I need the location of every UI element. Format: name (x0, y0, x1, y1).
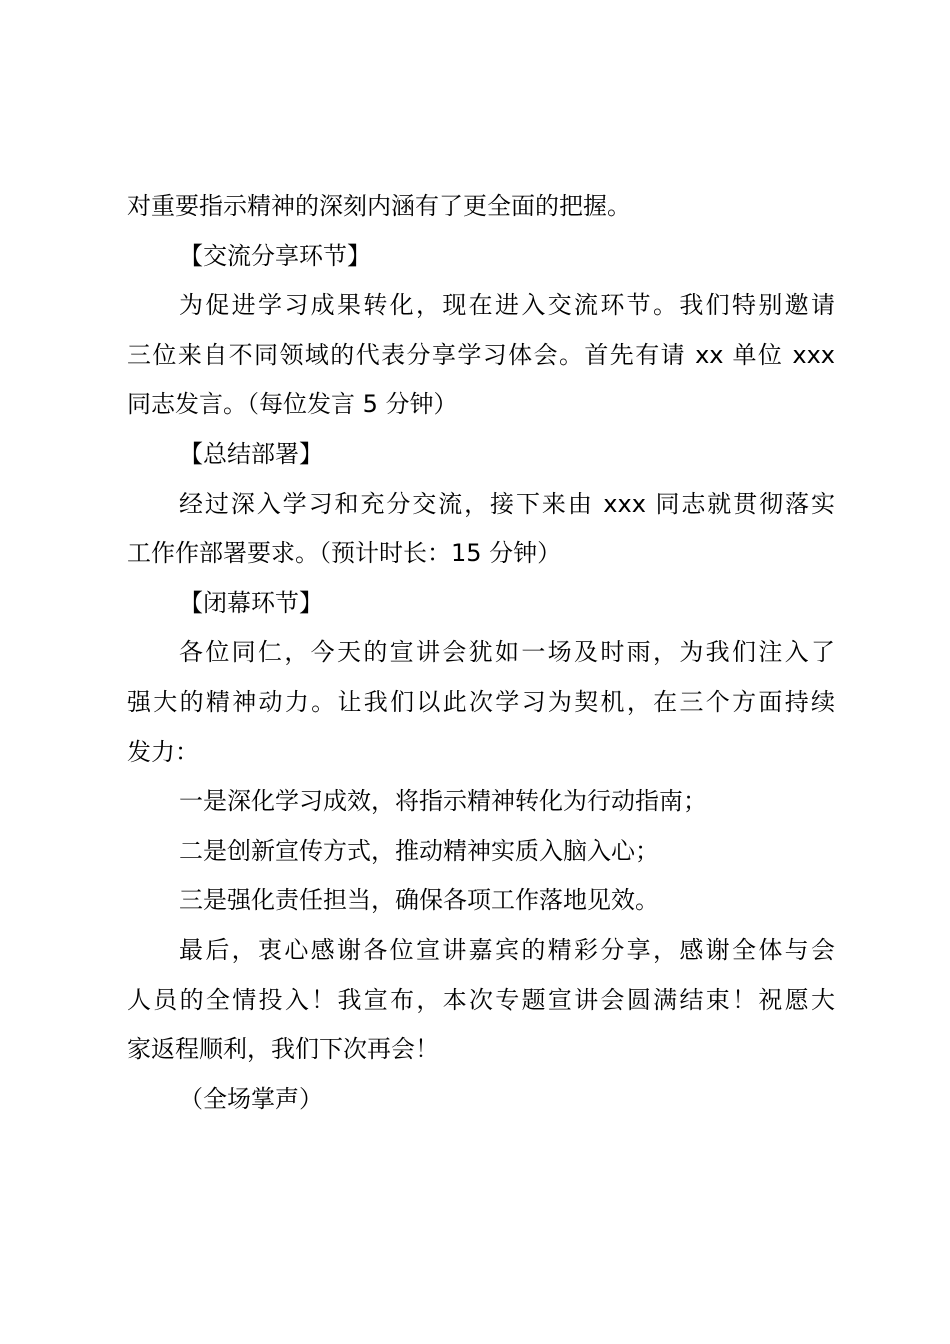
list-item-first: 一是深化学习成效，将指示精神转化为行动指南； (179, 787, 707, 816)
list-item-third: 三是强化责任担当，确保各项工作落地见效。 (179, 886, 659, 915)
paragraph-final-line: 家返程顺利，我们下次再会！ (127, 1035, 439, 1064)
section-heading-summary: 【总结部署】 (179, 439, 323, 468)
paragraph-final-line: 最后，衷心感谢各位宣讲嘉宾的精彩分享，感谢全体与会 (179, 935, 835, 964)
paragraph-final-line: 人员的全情投入！我宣布，本次专题宣讲会圆满结束！祝愿大 (127, 985, 835, 1014)
paragraph-closing-line: 强大的精神动力。让我们以此次学习为契机，在三个方面持续 (127, 687, 835, 716)
section-heading-closing: 【闭幕环节】 (179, 588, 323, 617)
paragraph-summary-line: 工作作部署要求。（预计时长：15 分钟） (127, 539, 562, 568)
paragraph-closing-line: 各位同仁，今天的宣讲会犹如一场及时雨，为我们注入了 (179, 638, 835, 667)
section-heading-exchange: 【交流分享环节】 (179, 241, 371, 270)
list-item-second: 二是创新宣传方式，推动精神实质入脑入心； (179, 836, 659, 865)
paragraph-closing-line: 发力： (127, 737, 199, 766)
paragraph-exchange-line: 为促进学习成果转化，现在进入交流环节。我们特别邀请 (179, 291, 835, 320)
paragraph-exchange-line: 三位来自不同领域的代表分享学习体会。首先有请 xx 单位 xxx (127, 340, 835, 369)
document-page (127, 182, 835, 1124)
paragraph-summary-line: 经过深入学习和充分交流，接下来由 xxx 同志就贯彻落实 (179, 489, 835, 518)
paragraph-exchange-line: 同志发言。（每位发言 5 分钟） (127, 390, 458, 419)
stage-direction-applause: （全场掌声） (179, 1084, 323, 1113)
paragraph-continuation: 对重要指示精神的深刻内涵有了更全面的把握。 (127, 192, 631, 220)
